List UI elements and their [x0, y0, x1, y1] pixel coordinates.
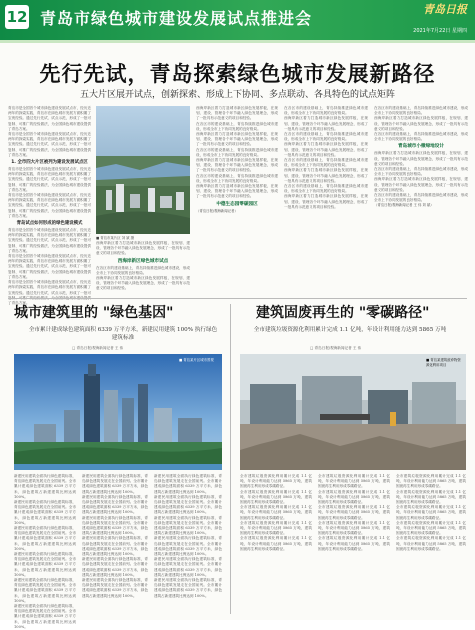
body-text-continued: 新建民用建筑全面执行绿色建筑标准，青岛绿色建筑发展走在全国前列。全市累计建成绿色建筑面积 6339 万平方米，绿色建筑占新建建筑比例达到 100%。 — [154, 536, 222, 557]
body-text-continued: 青岛市是全国首个城市绿色建设发展试点市，经历近两年的探索实践，青岛市在绿色城市发展方面积累了宝贵经验。通过先行先试、试点示范，形成了一批可复制、可推广的经验做法，为全国绿色城市建设提供了青岛方案。 — [8, 193, 91, 218]
body-text-continued: 在各区市的建设基础上，青岛持续推进绿色城市建设，形成全市上下协同发展的良好格局。 — [374, 193, 468, 203]
body-text-continued: 新建民用建筑全面执行绿色建筑标准，青岛绿色建筑发展走在全国前列。全市累计建成绿色建筑面积 6339 万平方米，绿色建筑占新建建筑比例达到 100%。 — [82, 536, 148, 557]
body-text-continued: 全市建筑垃圾资源化利用累计完成 1.1 亿吨，年设计利用能力达到 5865 万吨，建筑固废再生利用形成零碳路径。 — [396, 520, 466, 536]
body-text-continued: 西海岸新区着力打造城市新区绿色发展样板，在规划、建设、管理各个环节融入绿色发展理念，形成了一批具有示范意义的项目和经验。 — [284, 194, 368, 209]
body-text: 青岛市是全国首个城市绿色建设发展试点市，经历近两年的探索实践，青岛市在绿色城市发展方面积累了宝贵经验。通过先行先试、试点示范，形成了一批可复制、可推广的经验做法，为全国绿色城市建设提供了青岛方案。 — [8, 106, 91, 131]
body-text-continued: 新建民用建筑全面执行绿色建筑标准，青岛绿色建筑发展走在全国前列。全市累计建成绿色建筑面积 6339 万平方米，绿色建筑占新建建筑比例达到 100%。 — [82, 494, 148, 515]
body-text-continued: 西海岸新区着力打造城市新区绿色发展样板，在规划、建设、管理各个环节融入绿色发展理念，形成了一批具有示范意义的项目和经验。 — [196, 184, 278, 199]
article-column-1 — [8, 106, 91, 305]
body-text-continued: 青岛市是全国首个城市绿色建设发展试点市，经历近两年的探索实践，青岛市在绿色城市发展方面积累了宝贵经验。通过先行先试、试点示范，形成了一批可复制、可推广的经验做法，为全国绿色城市建设提供了青岛方案。 — [8, 132, 91, 157]
subhead: 青岛试点如何形成的绿色建设模式 — [16, 221, 83, 227]
body-text-continued: 新建民用建筑全面执行绿色建筑标准，青岛绿色建筑发展走在全国前列。全市累计建成绿色建筑面积 6339 万平方米，绿色建筑占新建建筑比例达到 100%。 — [14, 500, 76, 525]
body-text-continued: 新建民用建筑全面执行绿色建筑标准，青岛绿色建筑发展走在全国前列。全市累计建成绿色建筑面积 6339 万平方米，绿色建筑占新建建筑比例达到 100%。 — [154, 515, 222, 536]
body-text-continued: 全市建筑垃圾资源化利用累计完成 1.1 亿吨，年设计利用能力达到 5865 万吨，建筑固废再生利用形成零碳路径。 — [396, 505, 466, 520]
body-text-continued: 新建民用建筑全面执行绿色建筑标准，青岛绿色建筑发展走在全国前列。全市累计建成绿色建筑面积 6339 万平方米，绿色建筑占新建建筑比例达到 100%。 — [154, 557, 222, 577]
body-text-continued: 在各区市的建设基础上，青岛持续推进绿色城市建设，形成全市上下协同发展的良好格局。 — [196, 173, 278, 183]
body-text-continued: 全市建筑垃圾资源化利用累计完成 1.1 亿吨，年设计利用能力达到 5865 万吨，建筑固废再生利用形成零碳路径。 — [396, 489, 466, 505]
section-left-byline: □ 青岛日报/观海新闻记者 王 伟 — [72, 346, 124, 350]
body-text-continued: 在各区市的建设基础上，青岛持续推进绿色城市建设，形成全市上下协同发展的良好格局。 — [196, 147, 278, 157]
subhead: 西海岸新区绿色城市试点 — [117, 258, 169, 264]
article-column-3 — [196, 106, 278, 294]
section-right-title: 建筑固废再生的 "零碳路径" — [256, 305, 430, 321]
body-text-continued: 全市建筑垃圾资源化利用累计完成 1.1 亿吨，年设计利用能力达到 5865 万吨，建筑固废再生利用形成零碳路径。 — [396, 536, 466, 551]
body-text-continued: 全市建筑垃圾资源化利用累计完成 1.1 亿吨，年设计利用能力达到 5865 万吨，建筑固废再生利用形成零碳路径。 — [318, 536, 390, 551]
dateline: 2021年7月22日 星期四 — [413, 28, 467, 34]
body-text-continued: 西海岸新区着力打造城市新区绿色发展样板，在规划、建设、管理各个环节融入绿色发展理念，形成了一批具有示范意义的项目和经验。 — [196, 132, 278, 147]
body-text: 西海岸新区着力打造城市新区绿色发展样板，在规划、建设、管理各个环节融入绿色发展理念，形成了一批具有示范意义的项目和经验。 — [196, 106, 278, 121]
body-text-continued: 新建民用建筑全面执行绿色建筑标准，青岛绿色建筑发展走在全国前列。全市累计建成绿色建筑面积 6339 万平方米，绿色建筑占新建建筑比例达到 100%。 — [14, 552, 76, 577]
section-title: 青岛市绿色城市建设发展试点推进会 — [40, 9, 313, 28]
section-right-subtitle: 全市建筑垃圾资源化利用累计完成 1.1 亿吨，年设计利用能力达到 5865 万吨 — [253, 327, 447, 333]
section-left-title: 城市建筑里的 "绿色基因" — [14, 305, 174, 321]
subheadline: 五大片区展开试点，创新探索、形成上下协同、多点联动、各具特色的试点矩阵 — [79, 90, 395, 100]
body-text: 在各区市的建设基础上，青岛持续推进绿色城市建设，形成全市上下协同发展的良好格局。 — [374, 106, 468, 116]
photo-caption: ■ 青岛某建筑废弃物资源化利用项目 — [426, 358, 461, 367]
body-text-continued: 新建民用建筑全面执行绿色建筑标准，青岛绿色建筑发展走在全国前列。全市累计建成绿色建筑面积 6339 万平方米，绿色建筑占新建建筑比例达到 100%。 — [82, 557, 148, 577]
section-left-photo — [14, 354, 222, 470]
body-text-continued: 新建民用建筑全面执行绿色建筑标准，青岛绿色建筑发展走在全国前列。全市累计建成绿色建筑面积 6339 万平方米，绿色建筑占新建建筑比例达到 100%。 — [82, 515, 148, 536]
body-text-continued: 西海岸新区着力打造城市新区绿色发展样板，在规划、建设、管理各个环节融入绿色发展理念，形成了一批具有示范意义的项目和经验。 — [284, 116, 368, 131]
body-text-continued: 全市建筑垃圾资源化利用累计完成 1.1 亿吨，年设计利用能力达到 5865 万吨，建筑固废再生利用形成零碳路径。 — [318, 520, 390, 536]
article-column-2 — [96, 236, 190, 294]
credit: （青岛日报/观海新闻记者 王 伟 刘 斌） — [374, 203, 434, 208]
section-left-column-2 — [82, 474, 148, 614]
body-text: 全市建筑垃圾资源化利用累计完成 1.1 亿吨，年设计利用能力达到 5865 万吨，建筑固废再生利用形成零碳路径。 — [240, 474, 312, 489]
body-text-continued: 在各区市的建设基础上，青岛持续推进绿色城市建设，形成全市上下协同发展的良好格局。 — [284, 184, 368, 194]
body-text-continued: 西海岸新区着力打造城市新区绿色发展样板，在规划、建设、管理各个环节融入绿色发展理念，形成了一批具有示范意义的项目和经验。 — [284, 168, 368, 183]
body-text: 在各区市的建设基础上，青岛持续推进绿色城市建设，形成全市上下协同发展的良好格局。 — [284, 106, 368, 116]
body-text-continued: 青岛市是全国首个城市绿色建设发展试点市，经历近两年的探索实践，青岛市在绿色城市发展方面积累了宝贵经验。通过先行先试、试点示范，形成了一批可复制、可推广的经验做法，为全国绿色城市建设提供了青岛方案。 — [8, 167, 91, 192]
body-text-continued: 在各区市的建设基础上，青岛持续推进绿色城市建设，形成全市上下协同发展的良好格局。 — [374, 167, 468, 177]
body-text-continued: 新建民用建筑全面执行绿色建筑标准，青岛绿色建筑发展走在全国前列。全市累计建成绿色建筑面积 6339 万平方米，绿色建筑占新建建筑比例达到 100%。 — [82, 578, 148, 598]
body-text-continued: 在各区市的建设基础上，青岛持续推进绿色城市建设，形成全市上下协同发展的良好格局。 — [196, 121, 278, 131]
body-text-continued: 西海岸新区着力打造城市新区绿色发展样板，在规划、建设、管理各个环节融入绿色发展理念，形成了一批具有示范意义的项目和经验。 — [374, 177, 468, 192]
section-right-byline: □ 青岛日报/观海新闻记者 王 伟 — [310, 346, 362, 350]
body-text-continued: 全市建筑垃圾资源化利用累计完成 1.1 亿吨，年设计利用能力达到 5865 万吨，建筑固废再生利用形成零碳路径。 — [318, 489, 390, 505]
body-text-continued: 青岛市是全国首个城市绿色建设发展试点市，经历近两年的探索实践，青岛市在绿色城市发展方面积累了宝贵经验。通过先行先试、试点示范，形成了一批可 了青岛方案。 — [8, 280, 91, 305]
section-left-subtitle: 全市累计建成绿色建筑面积 6339 万平方米，新建民用建筑 100% 执行绿色建筑标准 — [28, 327, 218, 341]
body-text-continued: 全市建筑垃圾资源化利用累计完成 1.1 亿吨，年设计利用能力达到 5865 万吨，建筑固废再生利用形成零碳路径。 — [240, 489, 312, 505]
section-right-photo — [240, 354, 466, 470]
body-text: 西海岸新区着力打造城市新区绿色发展样板，在规划、建设、管理各个环节融入绿色发展理念，形成了一批具有示范意义的项目和经验。 — [96, 241, 190, 256]
body-text-continued: 新建民用建筑全面执行绿色建筑标准，青岛绿色建筑发展走在全国前列。全市累计建成绿色建筑面积 6339 万平方米，绿色建筑占新建建筑比例达到 100%。 — [154, 578, 222, 598]
body-text-continued: 青岛市是全国首个城市绿色建设发展试点市，经历近两年的探索实践，青岛市在绿色城市发展方面积累了宝贵经验。通过先行先试、试点示范，形成了一批可复制、可推广的经验做法，为全国绿色城市建设提供了青岛方案。 — [8, 254, 91, 279]
body-text-continued: 全市建筑垃圾资源化利用累计完成 1.1 亿吨，年设计利用能力达到 5865 万吨，建筑固废再生利用形成零碳路径。 — [240, 520, 312, 536]
body-text-continued: 在各区市的建设基础上，青岛持续推进绿色城市建设，形成全市上下协同发展的良好格局。 — [284, 132, 368, 142]
body-text: 新建民用建筑全面执行绿色建筑标准，青岛绿色建筑发展走在全国前列。全市累计建成绿色建筑面积 6339 万平方米，绿色建筑占新建建筑比例达到 100%。 — [82, 474, 148, 494]
article-photo-aerial — [96, 106, 190, 234]
page-number: 12 — [5, 5, 29, 29]
credit: （青岛日报/观海新闻记者） — [196, 208, 238, 213]
body-text-continued: 新建民用建筑全面执行绿色建筑标准，青岛绿色建筑发展走在全国前列。全市累计建成绿色建筑面积 6339 万平方米，绿色建筑占新建建筑比例达到 100%。 — [154, 494, 222, 515]
body-text: 全市建筑垃圾资源化利用累计完成 1.1 亿吨，年设计利用能力达到 5865 万吨，建筑固废再生利用形成零碳路径。 — [318, 474, 390, 489]
body-text: 新建民用建筑全面执行绿色建筑标准，青岛绿色建筑发展走在全国前列。全市累计建成绿色建筑面积 6339 万平方米，绿色建筑占新建建筑比例达到 100%。 — [14, 474, 76, 499]
recycling-plant-image — [240, 354, 466, 470]
section-right-column-1 — [240, 474, 312, 614]
body-text-continued: 全市建筑垃圾资源化利用累计完成 1.1 亿吨，年设计利用能力达到 5865 万吨，建筑固废再生利用形成零碳路径。 — [318, 505, 390, 520]
column-divider — [230, 304, 231, 614]
article-column-4 — [284, 106, 368, 294]
body-text-continued: 在各区市的建设基础上，青岛持续推进绿色城市建设，形成全市上下协同发展的良好格局。 — [374, 132, 468, 142]
subhead: 青岛城市小微绿地设计 — [398, 144, 444, 150]
headline: 先行先试，青岛探索绿色城市发展新路径 — [39, 61, 436, 86]
body-text-continued: 青岛市是全国首个城市绿色建设发展试点市，经历近两年的探索实践，青岛市在绿色城市发展方面积累了宝贵经验。通过先行先试、试点示范，形成了一批可复制、可推广的经验做法，为全国绿色城市建设提供了青岛方案。 — [8, 228, 91, 253]
body-text-continued: 西海岸新区着力打造城市新区绿色发展样板，在规划、建设、管理各个环节融入绿色发展理念，形成了一批具有示范意义的项目和经验。 — [374, 116, 468, 131]
section-right-column-2 — [318, 474, 390, 614]
article-column-5 — [374, 106, 468, 294]
body-text-continued: 新建民用建筑全面执行绿色建筑标准，青岛绿色建筑发展走在全国前列。全市累计建成绿色建筑面积 6339 万平方米，绿色建筑占新建建筑比例达到 100%。 — [14, 604, 76, 629]
subhead: 1. 全市四大片区被列为建设发展试点区 — [11, 160, 88, 166]
body-text-continued: 西海岸新区着力打造城市新区绿色发展样板，在规划、建设、管理各个环节融入绿色发展理念，形成了一批具有示范意义的项目和经验。 — [196, 158, 278, 173]
body-text-continued: 西海岸新区着力打造城市新区绿色发展样板，在规划、建设、管理各个环节融入绿色发展理念，形成了一批具有示范意义的项目和经验。 — [374, 151, 468, 166]
body-text: 全市建筑垃圾资源化利用累计完成 1.1 亿吨，年设计利用能力达到 5865 万吨，建筑固废再生利用形成零碳路径。 — [396, 474, 466, 489]
body-text-continued: 在各区市的建设基础上，青岛持续推进绿色城市建设，形成全市上下协同发展的良好格局。 — [284, 158, 368, 168]
section-right-column-3 — [396, 474, 466, 614]
subhead: 中德生态园零碳园区 — [216, 201, 258, 207]
body-text-continued: 西海岸新区着力打造城市新区绿色发展样板，在规划、建设、管理各个环节融入绿色发展理念，形成了一批具有示范意义的项目和经验。 — [284, 142, 368, 157]
photo-caption: ■ 青岛市某片区 刘 斌 摄 — [96, 236, 135, 240]
header-banner — [0, 0, 475, 40]
body-text-continued: 全市建筑垃圾资源化利用累计完成 1.1 亿吨，年设计利用能力达到 5865 万吨，建筑固废再生利用形成零碳路径。 — [240, 505, 312, 520]
section-left-column-3 — [154, 474, 222, 614]
photo-caption: ■ 青岛某片区城市景观 — [179, 358, 214, 362]
body-text: 新建民用建筑全面执行绿色建筑标准，青岛绿色建筑发展走在全国前列。全市累计建成绿色建筑面积 6339 万平方米，绿色建筑占新建建筑比例达到 100%。 — [154, 474, 222, 494]
body-text-continued: 新建民用建筑全面执行绿色建筑标准，青岛绿色建筑发展走在全国前列。全市累计建成绿色建筑面积 6339 万平方米，绿色建筑占新建建筑比例达到 100%。 — [14, 578, 76, 603]
city-skyline-image — [14, 354, 222, 470]
header-rule — [0, 40, 475, 43]
aerial-city-image — [96, 106, 190, 234]
masthead-logo: 青岛日报 — [423, 3, 467, 16]
section-divider — [8, 298, 467, 299]
body-text-continued: 全市建筑垃圾资源化利用累计完成 1.1 亿吨，年设计利用能力达到 5865 万吨，建筑固废再生利用形成零碳路径。 — [240, 536, 312, 551]
section-left-column-1 — [14, 474, 76, 629]
body-text-continued: 西海岸新区着力打造城市新区绿色发展样板，在规划、建设、管理各个环节融入绿色发展理念，形成了一批具有示范意义的项目和经验。 — [96, 276, 190, 291]
body-text-continued: 在各区市的建设基础上，青岛持续推进绿色城市建设，形成全市上下协同发展的良好格局。 — [96, 265, 190, 275]
body-text-continued: 新建民用建筑全面执行绿色建筑标准，青岛绿色建筑发展走在全国前列。全市累计建成绿色建筑面积 6339 万平方米，绿色建筑占新建建筑比例达到 100%。 — [14, 526, 76, 551]
